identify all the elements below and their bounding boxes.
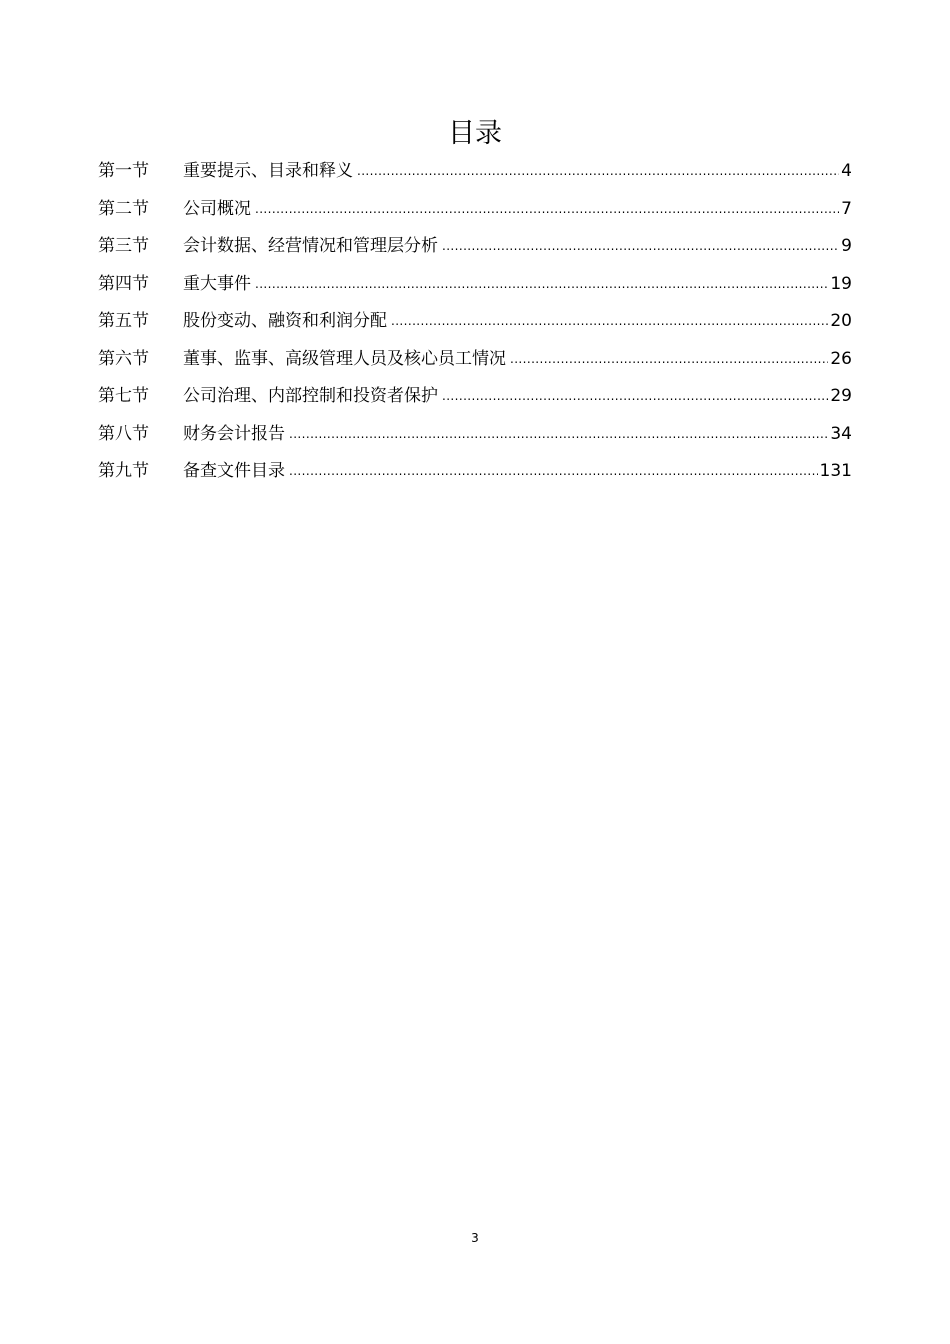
toc-entry[interactable] (98, 453, 852, 491)
toc-section-number: 第一节 (98, 161, 149, 181)
toc-entry[interactable] (98, 266, 852, 304)
toc-section-title: 财务会计报告 (183, 423, 285, 444)
toc-leader-dots (357, 152, 839, 191)
toc-page-number: 4 (841, 161, 852, 181)
toc-section-number: 第六节 (98, 348, 149, 369)
toc-leader-dots (442, 227, 839, 266)
toc-leader-dots (289, 415, 828, 454)
toc-section-number: 第三节 (98, 236, 149, 256)
toc-leader-dots (289, 452, 818, 491)
page-title: 目录 (448, 118, 502, 149)
toc-section-title: 股份变动、融资和利润分配 (183, 311, 387, 331)
toc-page-number: 7 (841, 198, 852, 219)
toc-page-number: 131 (819, 461, 852, 481)
toc-page-number: 9 (841, 236, 852, 256)
toc-section-title: 备查文件目录 (183, 461, 285, 481)
toc-entry[interactable] (98, 341, 852, 379)
toc-leader-dots (391, 302, 828, 341)
toc-entry[interactable] (98, 191, 852, 229)
toc-section-number: 第九节 (98, 461, 149, 481)
toc-section-title: 董事、监事、高级管理人员及核心员工情况 (183, 348, 506, 369)
toc-entry[interactable] (98, 153, 852, 191)
toc-section-number: 第五节 (98, 311, 149, 331)
toc-section-title: 重要提示、目录和释义 (183, 161, 353, 181)
toc-section-title: 会计数据、经营情况和管理层分析 (183, 236, 438, 256)
toc-page-number: 34 (830, 423, 852, 444)
toc-entry[interactable] (98, 228, 852, 266)
toc-section-number: 第七节 (98, 386, 149, 406)
toc-leader-dots (255, 190, 839, 229)
toc-section-number: 第四节 (98, 273, 149, 294)
toc-page-number: 19 (830, 273, 852, 294)
toc-section-title: 公司概况 (183, 198, 251, 219)
toc-section-number: 第二节 (98, 198, 149, 219)
toc-entry[interactable] (98, 378, 852, 416)
page-footer-number: 3 (471, 1231, 479, 1245)
toc-leader-dots (510, 340, 828, 379)
toc-page-number: 26 (830, 348, 852, 369)
toc-page-number: 20 (830, 311, 852, 331)
toc-entry[interactable] (98, 303, 852, 341)
toc-page-number: 29 (830, 386, 852, 406)
table-of-contents (98, 153, 852, 491)
toc-section-title: 重大事件 (183, 273, 251, 294)
toc-section-number: 第八节 (98, 423, 149, 444)
toc-leader-dots (442, 377, 828, 416)
toc-section-title: 公司治理、内部控制和投资者保护 (183, 386, 438, 406)
toc-leader-dots (255, 265, 828, 304)
toc-entry[interactable] (98, 416, 852, 454)
